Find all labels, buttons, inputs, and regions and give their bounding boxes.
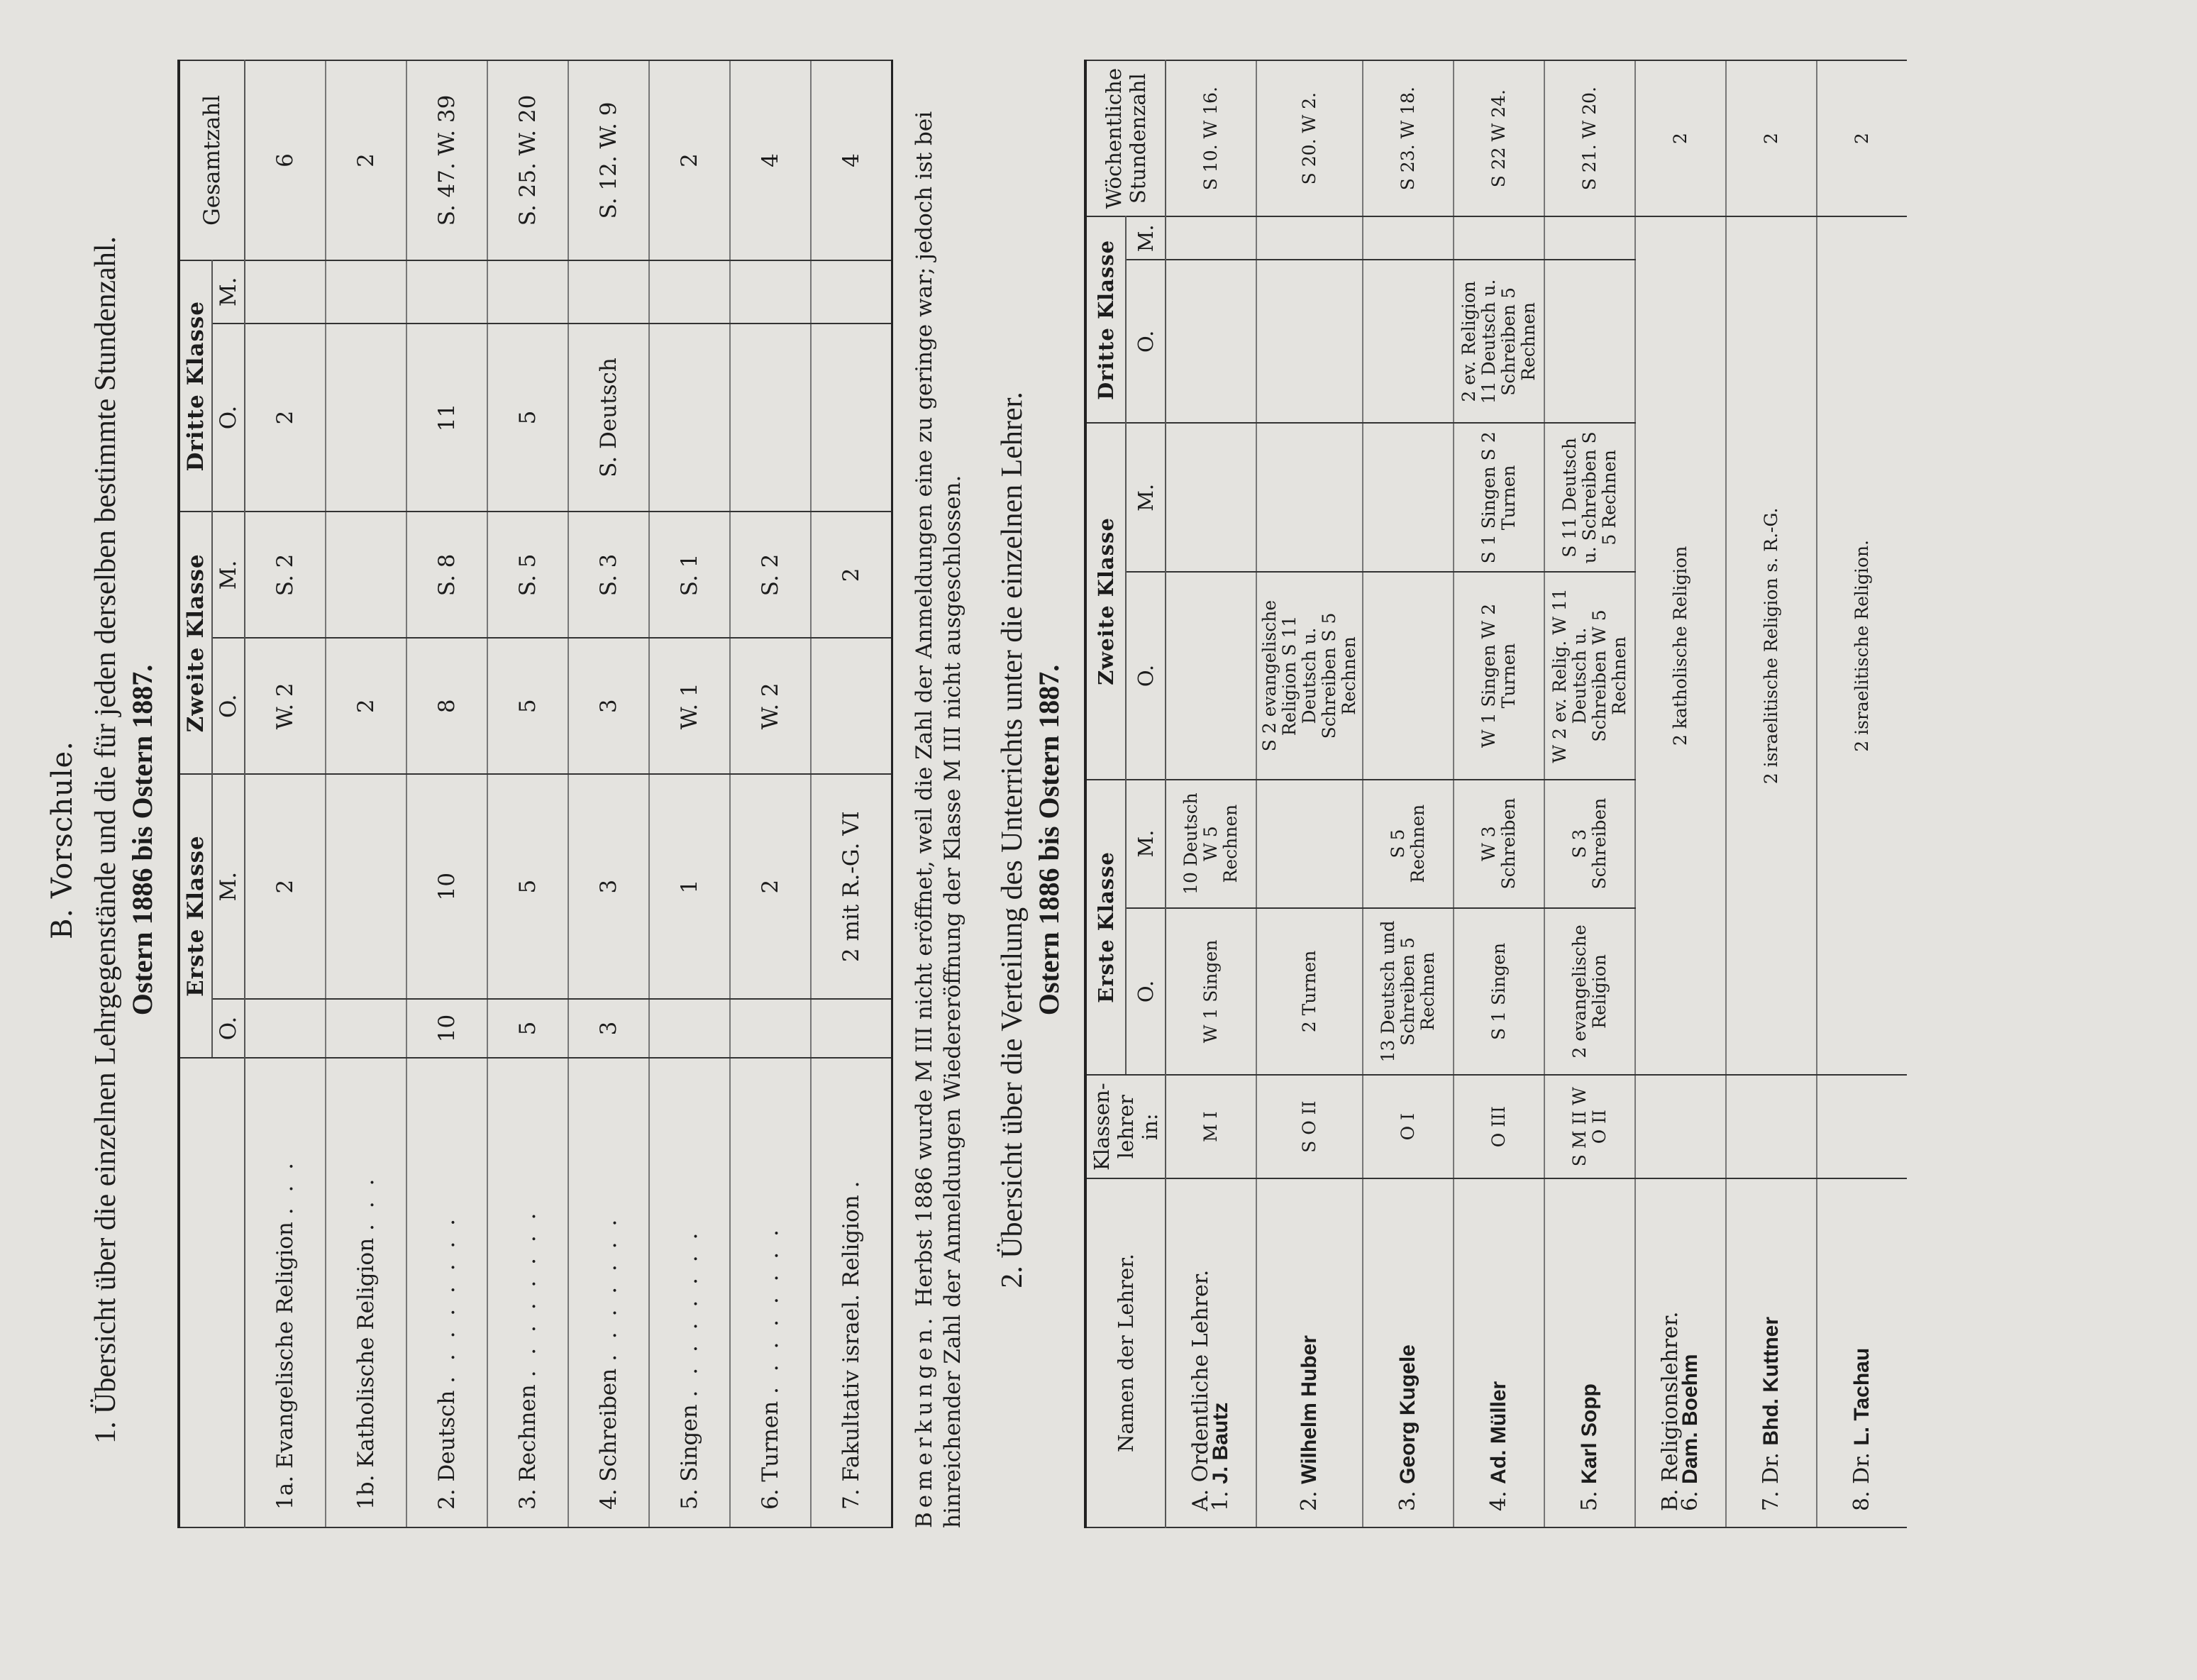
gesamt-header: Gesamtzahl (179, 60, 245, 260)
cell: 2 (245, 774, 326, 999)
teacher-name: 2. Wilhelm Huber (1256, 1178, 1363, 1527)
cell (1363, 216, 1454, 260)
col-m: M. (212, 512, 245, 638)
table-row (1256, 60, 1363, 1527)
cell: 3 (568, 774, 649, 999)
cell: 2 mit R.-G. VI (811, 774, 892, 999)
cell: S 1 Singen S 2 Turnen (1454, 423, 1544, 572)
table-row (649, 60, 730, 1527)
cell: S. 3 (568, 512, 649, 638)
klassenlehrer-cell: S O II (1256, 1075, 1363, 1178)
cell: 5 (487, 638, 568, 774)
cell (730, 324, 811, 512)
erste-klasse-header: Erste Klasse (1085, 780, 1126, 1076)
col-o: O. (212, 638, 245, 774)
cell: 10 Deutsch W 5 Rechnen (1166, 780, 1256, 908)
hours-cell: S 21. W 20. (1544, 60, 1635, 216)
cell (406, 260, 487, 324)
remark (910, 38, 967, 1528)
table-row (1726, 60, 1817, 1527)
total-cell: S. 25. W. 20 (487, 60, 568, 260)
cell (811, 638, 892, 774)
klassenlehrer-header: Klassen-lehrer in: (1085, 1075, 1166, 1178)
table-row (811, 60, 892, 1527)
cell: 2 (811, 512, 892, 638)
cell (1544, 216, 1635, 260)
cell: 2 (245, 324, 326, 512)
cell: S 3 Schreiben (1544, 780, 1635, 908)
dritte-klasse-header: Dritte Klasse (179, 260, 212, 512)
hours-cell: S 23. W 18. (1363, 60, 1454, 216)
total-cell: S. 12. W. 9 (568, 60, 649, 260)
cell: 5 (487, 999, 568, 1058)
table-row (568, 60, 649, 1527)
cell (245, 260, 326, 324)
col-m: M. (1126, 423, 1166, 572)
col-m: M. (212, 260, 245, 324)
subject-cell: 6. Turnen . . . . . . . . (730, 1058, 811, 1527)
remark-label: Bemerkungen. (911, 1313, 937, 1528)
table-row (1635, 60, 1726, 1527)
cell (1363, 260, 1454, 423)
cell: 8 (406, 638, 487, 774)
cell (730, 999, 811, 1058)
subject-cell: 7. Fakultativ israel. Religion . (811, 1058, 892, 1527)
col-o: O. (212, 324, 245, 512)
total-cell: 2 (649, 60, 730, 260)
table2-title: 2. Übersicht über die Verteilung des Unterrichts unter die einzelnen Lehrer. (995, 392, 1029, 1288)
cell: 2 Turnen (1256, 908, 1363, 1076)
subject-cell: 4. Schreiben . . . . . . . (568, 1058, 649, 1527)
cell: 11 (406, 324, 487, 512)
col-m: M. (212, 774, 245, 999)
cell (1256, 216, 1363, 260)
table-row (1817, 60, 1907, 1527)
cell (326, 260, 406, 324)
cell: S. 2 (730, 512, 811, 638)
cell: 2 (326, 638, 406, 774)
cell (245, 999, 326, 1058)
cell: W 1 Singen W 2 Turnen (1454, 572, 1544, 779)
table-row (1544, 60, 1635, 1527)
table-row (326, 60, 406, 1527)
table-row (406, 60, 487, 1527)
table-row (730, 60, 811, 1527)
dritte-klasse-header: Dritte Klasse (1085, 216, 1126, 423)
klassenlehrer-cell: O I (1363, 1075, 1454, 1178)
cell (649, 260, 730, 324)
cell: W 1 Singen (1166, 908, 1256, 1076)
cell (1166, 216, 1256, 260)
remark-text: Herbst 1886 wurde M III nicht eröffnet, weil die Zahl der Anmeldungen eine zu geringe war; jedoch ist bei hinreichender Zahl der Anmeldungen Wiedereröffnung der Klasse M III nicht ausgeschlossen. (911, 111, 965, 1528)
klassenlehrer-cell: M I (1166, 1075, 1256, 1178)
cell (811, 999, 892, 1058)
klassenlehrer-cell: S M II W O II (1544, 1075, 1635, 1178)
cell: 3 (568, 999, 649, 1058)
total-cell: 6 (245, 60, 326, 260)
table2-period: Ostern 1886 bis Ostern 1887. (1032, 664, 1065, 1016)
table1-period: Ostern 1886 bis Ostern 1887. (126, 664, 158, 1016)
cell: 2 ev. Religion 11 Deutsch u. Schreiben 5 Rechnen (1454, 260, 1544, 423)
cell (730, 260, 811, 324)
erste-klasse-header: Erste Klasse (179, 774, 212, 1058)
teachers-table (1084, 60, 1907, 1528)
subject-cell: 2. Deutsch . . . . . . . . (406, 1058, 487, 1527)
cell (326, 324, 406, 512)
table-row (487, 60, 568, 1527)
span-cell: 2 israelitische Religion s. R.-G. (1726, 216, 1817, 1075)
cell (811, 324, 892, 512)
span-cell: 2 katholische Religion (1635, 216, 1726, 1075)
total-cell: S. 47. W. 39 (406, 60, 487, 260)
col-o: O. (212, 999, 245, 1058)
teacher-name: 5. Karl Sopp (1544, 1178, 1635, 1527)
table1-title: 1. Übersicht über die einzelnen Lehrgegenstände und die für jeden derselben bestimmte Stundenzahl. (89, 236, 122, 1444)
teacher-name: B. Religionslehrer. 6. Dam. Boehm (1635, 1178, 1726, 1527)
cell (1544, 260, 1635, 423)
klassenlehrer-cell (1817, 1075, 1907, 1178)
cell (1256, 423, 1363, 572)
hours-cell: 2 (1635, 60, 1726, 216)
span-cell: 2 israelitische Religion. (1817, 216, 1907, 1075)
cell: W 3 Schreiben (1454, 780, 1544, 908)
cell: S 5 Rechnen (1363, 780, 1454, 908)
cell: S 1 Singen (1454, 908, 1544, 1076)
subject-cell: 5. Singen . . . . . . . . (649, 1058, 730, 1527)
table-row (1454, 60, 1544, 1527)
cell: S. Deutsch (568, 324, 649, 512)
cell (326, 774, 406, 999)
cell: W 2 ev. Relig. W 11 Deutsch u. Schreiben W 5 Rechnen (1544, 572, 1635, 779)
cell: W. 2 (245, 638, 326, 774)
hours-cell: S 10. W 16. (1166, 60, 1256, 216)
subject-cell: 1b. Katholische Religion . . . (326, 1058, 406, 1527)
cell: 10 (406, 999, 487, 1058)
total-cell: 2 (326, 60, 406, 260)
cell (649, 999, 730, 1058)
cell: 13 Deutsch und Schreiben 5 Rechnen (1363, 908, 1454, 1076)
cell (1256, 780, 1363, 908)
cell: 5 (487, 774, 568, 999)
zweite-klasse-header: Zweite Klasse (179, 512, 212, 774)
cell (1454, 216, 1544, 260)
cell (811, 260, 892, 324)
col-o: O. (1126, 260, 1166, 423)
cell: 3 (568, 638, 649, 774)
cell (1166, 260, 1256, 423)
total-cell: 4 (811, 60, 892, 260)
hours-cell: 2 (1726, 60, 1817, 216)
hours-cell: S 22 W 24. (1454, 60, 1544, 216)
table-row (245, 60, 326, 1527)
table-row (1363, 60, 1454, 1527)
cell (568, 260, 649, 324)
teacher-name: 4. Ad. Müller (1454, 1178, 1544, 1527)
name-header: Namen der Lehrer. (1085, 1178, 1166, 1527)
cell (1363, 423, 1454, 572)
cell (487, 260, 568, 324)
cell (326, 512, 406, 638)
col-o: O. (1126, 908, 1166, 1076)
cell: S 11 Deutsch u. Schreiben S 5 Rechnen (1544, 423, 1635, 572)
col-m: M. (1126, 780, 1166, 908)
col-o: O. (1126, 572, 1166, 779)
cell: S 2 evangelische Religion S 11 Deutsch u. Schreiben S 5 Rechnen (1256, 572, 1363, 779)
section-title: B. Vorschule. (45, 741, 79, 939)
klassenlehrer-cell (1726, 1075, 1817, 1178)
cell: W. 2 (730, 638, 811, 774)
cell: S. 2 (245, 512, 326, 638)
subjects-table (177, 60, 893, 1528)
teacher-name: 7. Dr. Bhd. Kuttner (1726, 1178, 1817, 1527)
col-m: M. (1126, 216, 1166, 260)
teacher-name: 3. Georg Kugele (1363, 1178, 1454, 1527)
zweite-klasse-header: Zweite Klasse (1085, 423, 1126, 779)
subject-header (179, 1058, 245, 1527)
subject-cell: 1a. Evangelische Religion . . . (245, 1058, 326, 1527)
teacher-name: A. Ordentliche Lehrer. 1. J. Bautz (1166, 1178, 1256, 1527)
document-page (13, 10, 2184, 1670)
cell (1166, 423, 1256, 572)
cell (1166, 572, 1256, 779)
cell (1363, 572, 1454, 779)
cell (326, 999, 406, 1058)
stunden-header: Wöchentliche Stundenzahl (1085, 60, 1166, 216)
cell: S. 1 (649, 512, 730, 638)
klassenlehrer-cell (1635, 1075, 1726, 1178)
cell: W. 1 (649, 638, 730, 774)
table-row (1166, 60, 1256, 1527)
cell: 10 (406, 774, 487, 999)
teacher-name: 8. Dr. L. Tachau (1817, 1178, 1907, 1527)
cell: 2 evangelische Religion (1544, 908, 1635, 1076)
klassenlehrer-cell: O III (1454, 1075, 1544, 1178)
total-cell: 4 (730, 60, 811, 260)
cell: S. 8 (406, 512, 487, 638)
cell (649, 324, 730, 512)
cell (1256, 260, 1363, 423)
subject-cell: 3. Rechnen . . . . . . . . (487, 1058, 568, 1527)
hours-cell: S 20. W 2. (1256, 60, 1363, 216)
cell: 5 (487, 324, 568, 512)
cell: 1 (649, 774, 730, 999)
hours-cell: 2 (1817, 60, 1907, 216)
cell: S. 5 (487, 512, 568, 638)
cell: 2 (730, 774, 811, 999)
